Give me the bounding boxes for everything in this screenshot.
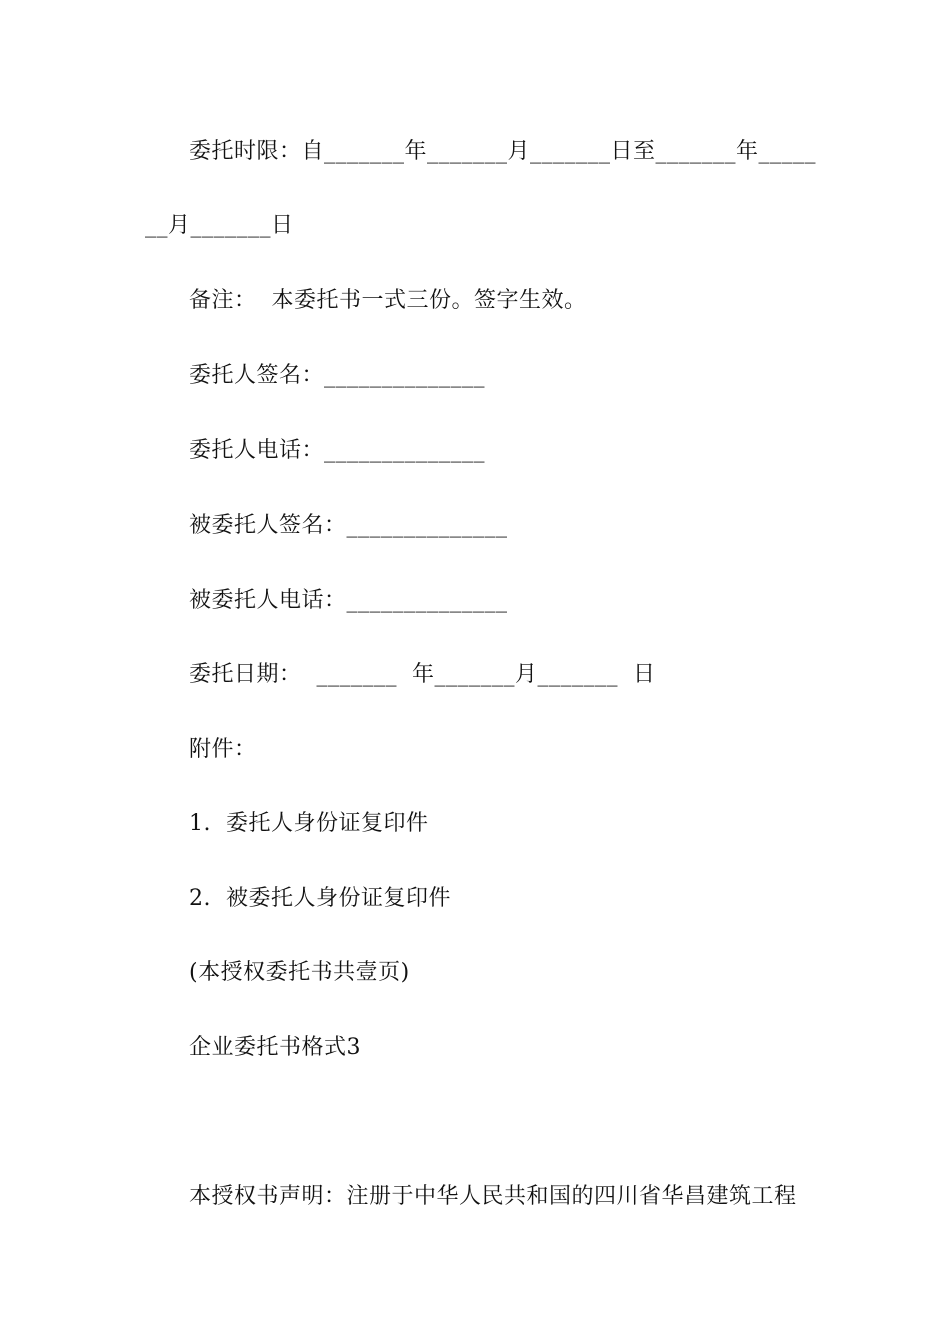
page-count-note: (本授权委托书共壹页) <box>189 960 410 985</box>
attachments-heading: 附件： <box>189 737 257 762</box>
remark-line: 备注： 本委托书一式三份。签字生效。 <box>189 288 587 313</box>
declaration-line: 本授权书声明：注册于中华人民共和国的四川省华昌建筑工程 <box>189 1184 797 1209</box>
principal-phone-line: 委托人电话：______________ <box>189 438 486 463</box>
section-title: 企业委托书格式3 <box>189 1035 361 1060</box>
agent-signature-line: 被委托人签名：______________ <box>189 513 508 538</box>
entrust-period-continuation: __月_______日 <box>145 213 294 238</box>
principal-signature-line: 委托人签名：______________ <box>189 363 486 388</box>
attachment-item-2: 2. 被委托人身份证复印件 <box>189 886 451 911</box>
agent-phone-line: 被委托人电话：______________ <box>189 588 508 613</box>
attachment-item-1: 1. 委托人身份证复印件 <box>189 811 429 836</box>
entrust-date-line: 委托日期： _______ 年_______月_______ 日 <box>189 662 656 687</box>
entrust-period-line: 委托时限：自_______年_______月_______日至_______年_____ <box>189 139 817 164</box>
